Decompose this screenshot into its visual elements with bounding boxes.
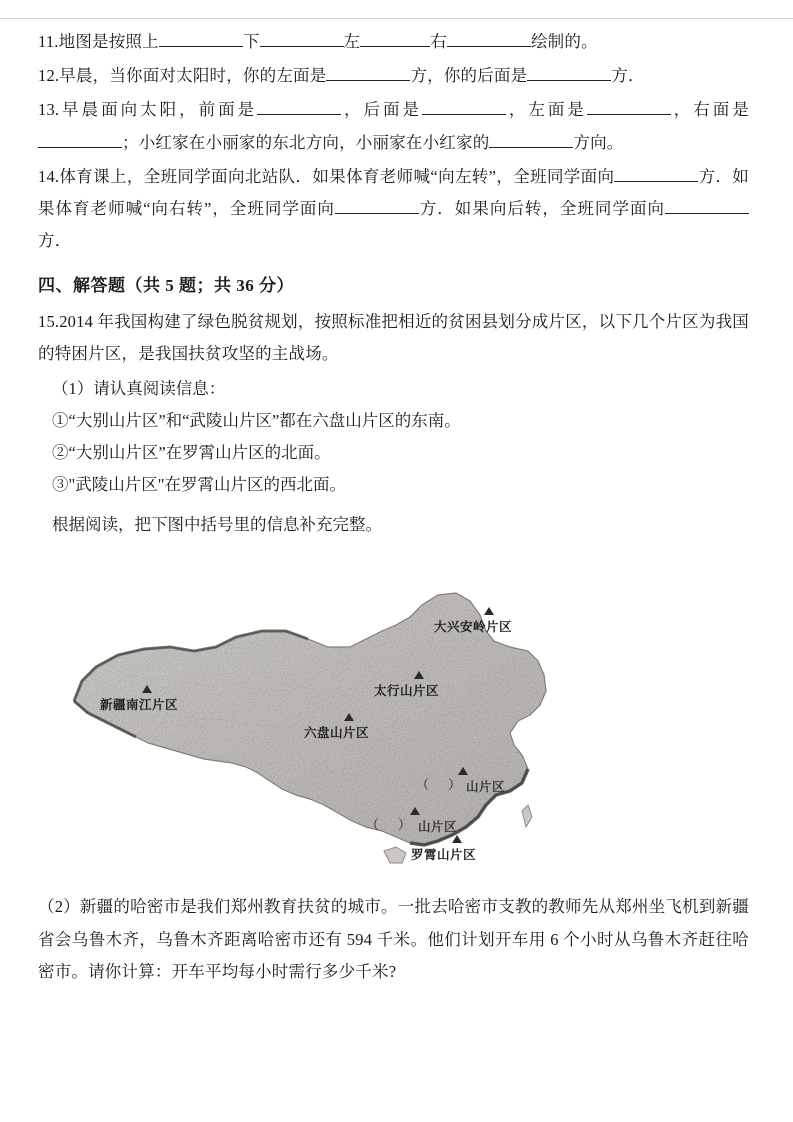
blank-field[interactable] xyxy=(422,114,506,115)
blank-field[interactable] xyxy=(447,46,531,47)
q14-seg-2: 方．如果体育老师喊“向右转”，全班同学面向 xyxy=(38,166,749,218)
question-15-stem: 15.2014 年我国构建了绿色脱贫规划，按照标准把相近的贫困县划分成片区，以下几个片区为我国的特困片区，是我国扶贫攻坚的主战场。 xyxy=(38,312,749,364)
q11-seg-2: 下 xyxy=(242,32,260,51)
question-12 xyxy=(38,60,749,92)
q14-seg-4: 方． xyxy=(38,231,72,251)
blank-field[interactable] xyxy=(326,80,410,81)
blank-field[interactable] xyxy=(257,114,341,115)
map-marker-icon xyxy=(410,807,420,815)
blank-field[interactable] xyxy=(489,147,573,148)
q11-seg-1: 11.地图是按照上 xyxy=(38,32,159,51)
map-marker-icon xyxy=(452,835,462,843)
q13-seg-5: ；小红家在小丽家的东北方向，小丽家在小红家的 xyxy=(122,132,490,152)
map-label-xinjiang-nanjiang: 新疆南江片区 xyxy=(100,698,179,713)
page-top-rule xyxy=(0,18,793,19)
q13-seg-1: 13.早晨面向太阳，前面是 xyxy=(38,100,258,120)
blank-field[interactable] xyxy=(38,147,122,148)
q15-instruction: 根据阅读，把下图中括号里的信息补充完整。 xyxy=(52,515,382,535)
blank-field[interactable] xyxy=(587,114,671,115)
q13-seg-3: ，左面是 xyxy=(506,100,587,120)
map-label-taihangshan: 太行山片区 xyxy=(374,684,440,699)
q12-seg-2: 方，你的后面是 xyxy=(410,66,528,86)
blank-field[interactable] xyxy=(335,213,419,214)
blank-field[interactable] xyxy=(614,181,698,182)
blank-field[interactable] xyxy=(665,213,749,214)
map-label-blank-dabieshan: 山片区 xyxy=(466,780,506,795)
q11-seg-5: 绘制的。 xyxy=(530,32,598,51)
q11-seg-3: 左 xyxy=(343,32,361,51)
map-marker-icon xyxy=(344,713,354,721)
map-label-daxinganling: 大兴安岭片区 xyxy=(434,620,513,635)
q12-seg-1: 12.早晨，当你面对太阳时，你的左面是 xyxy=(38,66,327,86)
q15-bullet-3: ③"武陵山片区"在罗霄山片区的西北面。 xyxy=(52,475,346,495)
map-paren-close-1: ） xyxy=(448,777,462,793)
map-paren-open-1: （ xyxy=(416,777,430,793)
q12-seg-3: 方． xyxy=(611,66,645,86)
question-13 xyxy=(38,94,749,158)
blank-field[interactable] xyxy=(159,46,243,47)
map-marker-icon xyxy=(484,607,494,615)
map-marker-icon xyxy=(142,685,152,693)
section-heading: 四、解答题（共 5 题；共 36 分） xyxy=(38,276,294,296)
q15-bullet-1: ①“大别山片区”和“武陵山片区”都在六盘山片区的东南。 xyxy=(52,410,461,430)
q14-seg-3: 方．如果向后转，全班同学面向 xyxy=(418,198,665,218)
map-label-blank-wulingshan: 山片区 xyxy=(418,820,458,835)
china-poverty-zones-map xyxy=(66,555,626,885)
map-paren-close-2: ） xyxy=(398,817,412,833)
map-paren-open-2: （ xyxy=(366,817,380,833)
q13-seg-4: ，右面是 xyxy=(670,100,749,120)
question-11 xyxy=(38,26,749,58)
blank-field[interactable] xyxy=(360,46,430,47)
map-marker-icon xyxy=(414,671,424,679)
q15-bullet-2: ②“大别山片区”在罗霄山片区的北面。 xyxy=(52,442,331,462)
q13-seg-6: 方向。 xyxy=(573,132,624,152)
map-label-luoxiaoshan: 罗霄山片区 xyxy=(411,848,477,863)
q15-part1-label: （1）请认真阅读信息： xyxy=(52,378,226,398)
blank-field[interactable] xyxy=(260,46,344,47)
blank-field[interactable] xyxy=(527,80,611,81)
q14-seg-1: 14.体育课上，全班同学面向北站队．如果体育老师喊“向左转”，全班同学面向 xyxy=(38,166,615,186)
q13-seg-2: ，后面是 xyxy=(341,100,423,120)
question-14 xyxy=(38,161,749,258)
q15-part2: （2）新疆的哈密市是我们郑州教育扶贫的城市。一批去哈密市支教的教师先从郑州坐飞机到新疆省会乌鲁木齐，乌鲁木齐距离哈密市还有 594 千米。他们计划开车用 6 个小时从乌鲁木齐赶往哈密市。请你计算：开车平均每小时需行多少千米? xyxy=(38,897,749,981)
q11-seg-4: 右 xyxy=(430,32,447,51)
map-label-liupanshan: 六盘山片区 xyxy=(304,726,370,741)
